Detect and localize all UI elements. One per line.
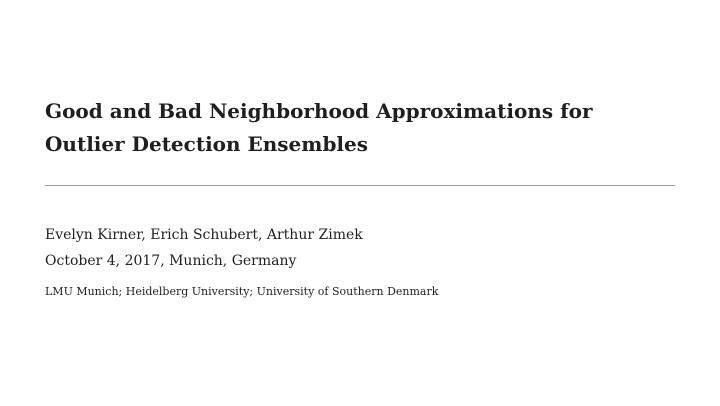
presentation-date: October 4, 2017, Munich, Germany xyxy=(45,253,297,269)
title-divider xyxy=(45,185,675,186)
author-list: Evelyn Kirner, Erich Schubert, Arthur Zimek xyxy=(45,227,363,243)
institute-list: LMU Munich; Heidelberg University; University of Southern Denmark xyxy=(45,285,439,298)
presentation-title: Good and Bad Neighborhood Approximations for Outlier Detection Ensembles xyxy=(45,99,593,156)
